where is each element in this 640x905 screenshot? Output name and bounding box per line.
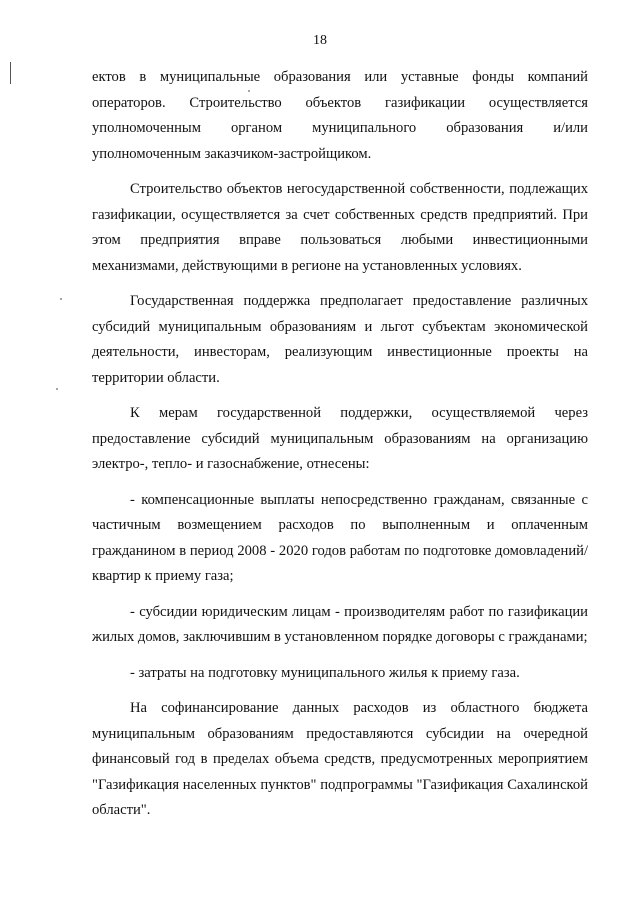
list-item: - затраты на подготовку муниципального жилья к приему газа.	[130, 664, 520, 681]
paragraph: Государственная поддержка предполагает предоставление различных субсидий муниципальным образованиям и льгот субъектам экономической деятельности, инвесторам, реализующим инвестиционные проекты на территории области.	[92, 293, 588, 386]
scan-margin-mark	[10, 62, 11, 84]
document-body	[92, 65, 588, 824]
list-item: - субсидии юридическим лицам - производителям работ по газификации жилых домов, заключившим в установленном порядке договоры с гражданами;	[92, 603, 588, 645]
page-number: 18	[313, 33, 327, 48]
scan-speck	[56, 388, 58, 390]
scan-speck	[60, 298, 62, 300]
paragraph-continuation: ектов в муниципальные образования или уставные фонды компаний операторов. Строительство объектов газификации осуществляется уполномоченным органом муниципального образования и/или уполномоченным заказчиком-застройщиком.	[92, 69, 588, 162]
paragraph: На софинансирование данных расходов из областного бюджета муниципальным образованиям предоставляются субсидии на очередной финансовый год в пределах объема средств, предусмотренных мероприятием "Газификация населенных пунктов" подпрограммы "Газификация Сахалинской области".	[92, 700, 588, 818]
paragraph: К мерам государственной поддержки, осуществляемой через предоставление субсидий муниципальным образованиям на организацию электро-, тепло- и газоснабжение, отнесены:	[92, 405, 588, 472]
paragraph: Строительство объектов негосударственной собственности, подлежащих газификации, осуществляется за счет собственных средств предприятий. При этом предприятия вправе пользоваться любыми инвестиционными механизмами, действующими в регионе на установленных условиях.	[92, 181, 588, 274]
list-item: - компенсационные выплаты непосредственно гражданам, связанные с частичным возмещением расходов по выполненным и оплаченным гражданином в период 2008 - 2020 годов работам по подготовке домовладений/квартир к приему газа;	[92, 491, 588, 584]
